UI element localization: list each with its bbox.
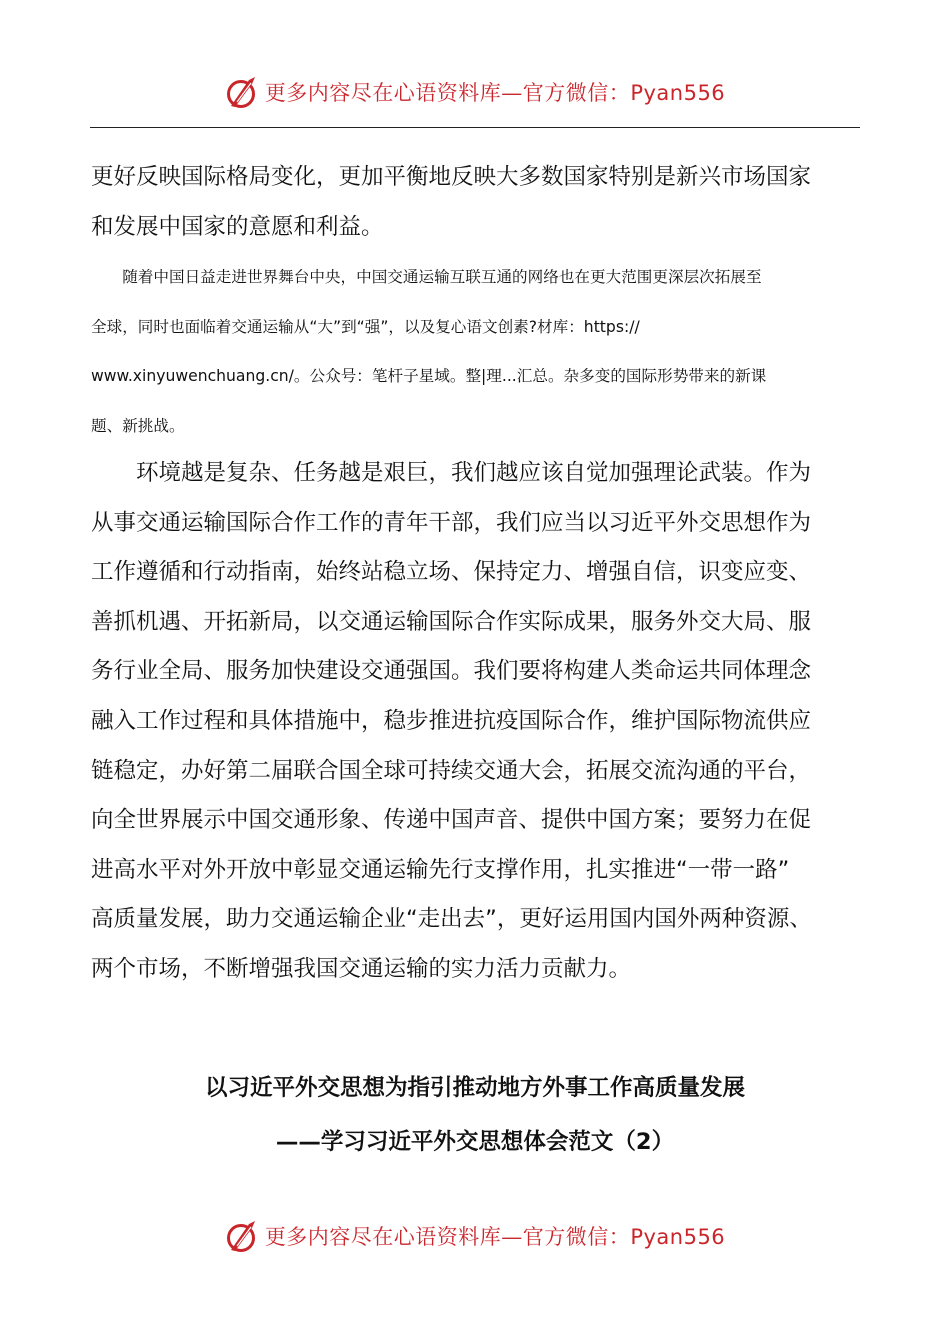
text-line: 融入工作过程和具体措施中，稳步推进抗疫国际合作，维护国际物流供应 xyxy=(91,707,812,734)
paragraph-3 xyxy=(91,449,871,995)
quill-logo-icon xyxy=(225,1218,261,1254)
text-line: 进高水平对外开放中彰显交通运输先行支撑作用，扎实推进“一带一路” xyxy=(91,856,790,883)
text-line: 随着中国日益走进世界舞台中央，中国交通运输互联互通的网络也在更大范围更深层次拓展至 xyxy=(91,268,762,286)
text-line: 链稳定，办好第二届联合国全球可持续交通大会，拓展交流沟通的平台， xyxy=(91,757,812,784)
text-line: www.xinyuwenchuang.cn/。公众号：笔杆子星域。整|理...汇总。杂多变的国际形势带来的新课 xyxy=(91,367,767,385)
wechat-id: Pyan556 xyxy=(630,1225,726,1249)
text-line: 高质量发展，助力交通运输企业“走出去”，更好运用国内国外两种资源、 xyxy=(91,906,812,933)
header-banner xyxy=(0,72,950,112)
text-line: 和发展中国家的意愿和利益。 xyxy=(91,213,384,240)
text-line: 全球，同时也面临着交通运输从“大”到“强”，以及复心语文创素?材库：https:// xyxy=(91,317,640,336)
text-line: 善抓机遇、开拓新局，以交通运输国际合作实际成果，服务外交大局、服 xyxy=(91,608,812,635)
paragraph-1 xyxy=(91,153,871,252)
text-line: 环境越是复杂、任务越是艰巨，我们越应该自觉加强理论武装。作为 xyxy=(91,460,812,486)
text-line: 两个市场，不断增强我国交通运输的实力活力贡献力。 xyxy=(91,955,632,982)
text-line: 工作遵循和行动指南，始终站稳立场、保持定力、增强自信，识变应变、 xyxy=(91,559,812,586)
article-title: 以习近平外交思想为指引推动地方外事工作高质量发展 xyxy=(204,1075,745,1101)
text-line: 向全世界展示中国交通形象、传递中国声音、提供中国方案；要努力在促 xyxy=(91,807,812,834)
header-divider xyxy=(90,127,860,128)
quill-logo-icon xyxy=(225,74,261,110)
text-line: 务行业全局、服务加快建设交通强国。我们要将构建人类命运共同体理念 xyxy=(91,658,812,685)
text-line: 题、新挑战。 xyxy=(91,416,185,435)
text-line: 从事交通运输国际合作工作的青年干部，我们应当以习近平外交思想作为 xyxy=(91,509,812,536)
banner-text: 更多内容尽在心语资料库—官方微信：Pyan556 xyxy=(264,1225,726,1249)
wechat-id: Pyan556 xyxy=(630,81,726,105)
paragraph-2 xyxy=(91,253,871,451)
footer-banner xyxy=(0,1216,950,1256)
text-line: 更好反映国际格局变化，更加平衡地反映大多数国家特别是新兴市场国家 xyxy=(91,164,812,190)
article-subtitle: ——学习习近平外交思想体会范文（2） xyxy=(275,1129,675,1155)
banner-text: 更多内容尽在心语资料库—官方微信：Pyan556 xyxy=(264,81,726,105)
